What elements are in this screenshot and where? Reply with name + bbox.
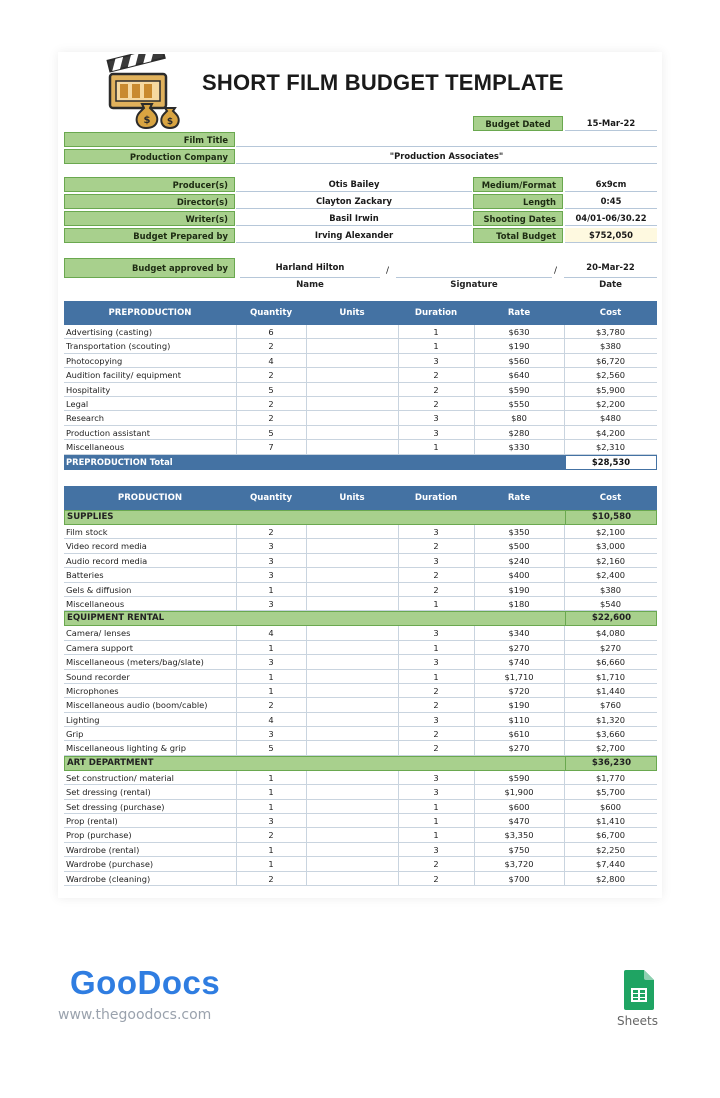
item-name-cell[interactable]: Wardrobe (rental) xyxy=(66,844,140,855)
table-row xyxy=(64,872,657,886)
rate-cell[interactable]: $600 xyxy=(508,801,530,812)
rate-cell[interactable]: $550 xyxy=(508,398,530,409)
item-name-cell[interactable]: Camera/ lenses xyxy=(66,628,131,639)
cost-cell[interactable]: $2,310 xyxy=(595,442,626,453)
cost-cell[interactable]: $270 xyxy=(599,642,622,653)
rate-cell[interactable]: $270 xyxy=(508,743,530,754)
duration-cell[interactable]: 3 xyxy=(433,772,439,783)
duration-cell[interactable]: 2 xyxy=(433,384,439,395)
group-name: ART DEPARTMENT xyxy=(67,757,154,768)
preproduction-table xyxy=(64,301,657,470)
budget-dated-label: Budget Dated xyxy=(473,116,563,131)
writer-value[interactable]: Basil Irwin xyxy=(236,211,472,226)
quantity-cell[interactable]: 2 xyxy=(268,413,274,424)
svg-text:$: $ xyxy=(166,117,174,127)
col-header-cost: Cost xyxy=(599,308,622,318)
column-divider xyxy=(306,641,307,654)
group-header-row xyxy=(64,756,657,771)
table-row xyxy=(64,354,657,368)
item-name-cell[interactable]: Photocopying xyxy=(66,355,123,366)
column-divider xyxy=(306,411,307,424)
duration-cell[interactable]: 1 xyxy=(433,598,439,609)
item-name-cell[interactable]: Camera support xyxy=(66,642,134,653)
item-name-cell[interactable]: Microphones xyxy=(66,685,119,696)
rate-cell[interactable]: $1,710 xyxy=(504,671,534,682)
preproduction-rows xyxy=(64,325,657,455)
duration-cell[interactable]: 3 xyxy=(433,555,439,566)
cost-cell[interactable]: $2,400 xyxy=(595,570,626,581)
quantity-cell[interactable]: 1 xyxy=(268,584,274,595)
rate-cell[interactable]: $340 xyxy=(508,628,530,639)
item-name-cell[interactable]: Wardrobe (purchase) xyxy=(66,859,154,870)
item-name-cell[interactable]: Audition facility/ equipment xyxy=(66,370,182,381)
col-header-quantity: Quantity xyxy=(249,308,293,318)
duration-cell[interactable]: 3 xyxy=(433,844,439,855)
rate-cell[interactable]: $610 xyxy=(508,729,530,740)
quantity-cell[interactable]: 2 xyxy=(268,873,274,884)
item-name-cell[interactable]: Miscellaneous xyxy=(66,598,125,609)
column-divider xyxy=(306,684,307,697)
column-divider xyxy=(306,383,307,396)
column-divider xyxy=(306,440,307,453)
duration-cell[interactable]: 2 xyxy=(433,859,439,870)
cost-cell[interactable]: $7,440 xyxy=(595,859,626,870)
rate-cell[interactable]: $500 xyxy=(508,541,530,552)
col-header-duration: Duration xyxy=(414,308,458,318)
director-label: Director(s) xyxy=(64,194,235,209)
item-name-cell[interactable]: Prop (rental) xyxy=(66,816,118,827)
quantity-cell[interactable]: 5 xyxy=(268,427,274,438)
cost-cell[interactable]: $2,250 xyxy=(595,844,626,855)
column-divider xyxy=(306,397,307,410)
approved-name-value[interactable]: Harland Hilton xyxy=(240,258,380,278)
item-name-cell[interactable]: Miscellaneous audio (boom/cable) xyxy=(66,700,208,711)
cost-cell[interactable]: $1,710 xyxy=(595,671,626,682)
column-divider xyxy=(306,698,307,711)
duration-cell[interactable]: 3 xyxy=(433,657,439,668)
rate-cell[interactable]: $750 xyxy=(508,844,530,855)
item-name-cell[interactable]: Lighting xyxy=(66,714,100,725)
group-name: EQUIPMENT RENTAL xyxy=(67,613,165,624)
table-header xyxy=(64,486,657,510)
cost-cell[interactable]: $1,320 xyxy=(595,714,626,725)
rate-cell[interactable]: $630 xyxy=(508,327,530,337)
column-divider xyxy=(306,583,307,596)
table-row xyxy=(64,411,657,425)
table-row xyxy=(64,713,657,727)
duration-cell[interactable]: 1 xyxy=(433,341,439,352)
column-divider xyxy=(306,828,307,841)
table-row xyxy=(64,397,657,411)
google-sheets-icon xyxy=(624,970,654,1010)
item-name-cell[interactable]: Film stock xyxy=(66,527,108,537)
quantity-cell[interactable]: 1 xyxy=(268,671,274,682)
column-divider xyxy=(306,872,307,885)
cost-cell[interactable]: $2,100 xyxy=(595,527,626,537)
total-label: PREPRODUCTION Total xyxy=(66,456,173,467)
duration-cell[interactable]: 2 xyxy=(433,743,439,754)
cost-cell[interactable]: $3,780 xyxy=(595,327,626,337)
quantity-cell[interactable]: 2 xyxy=(268,527,274,537)
item-name-cell[interactable]: Grip xyxy=(66,729,84,740)
rate-cell[interactable]: $590 xyxy=(508,384,530,395)
duration-cell[interactable]: 1 xyxy=(433,327,439,337)
date-caption: Date xyxy=(599,280,622,290)
production-company-label: Production Company xyxy=(64,149,235,164)
cost-cell[interactable]: $1,770 xyxy=(595,772,626,783)
column-divider xyxy=(306,539,307,552)
website-url[interactable]: www.thegoodocs.com xyxy=(58,1007,212,1023)
table-row xyxy=(64,698,657,712)
col-header-quantity: Quantity xyxy=(249,493,293,503)
table-row xyxy=(64,828,657,842)
column-divider xyxy=(306,626,307,639)
group-name: SUPPLIES xyxy=(67,512,114,522)
table-row xyxy=(64,325,657,339)
rate-cell[interactable]: $400 xyxy=(508,570,530,581)
item-name-cell[interactable]: Legal xyxy=(66,398,89,409)
column-divider xyxy=(306,525,307,538)
duration-cell[interactable]: 3 xyxy=(433,714,439,725)
duration-cell[interactable]: 2 xyxy=(433,729,439,740)
page-title: SHORT FILM BUDGET TEMPLATE xyxy=(202,70,564,95)
quantity-cell[interactable]: 1 xyxy=(268,685,274,696)
column-divider xyxy=(306,771,307,784)
duration-cell[interactable]: 2 xyxy=(433,700,439,711)
table-row xyxy=(64,525,657,539)
duration-cell[interactable]: 3 xyxy=(433,355,439,366)
table-row xyxy=(64,641,657,655)
table-row xyxy=(64,655,657,669)
total-value[interactable]: $28,530 xyxy=(565,455,657,470)
production-company-value[interactable]: "Production Associates" xyxy=(236,149,657,164)
table-row xyxy=(64,785,657,799)
goodocs-logo[interactable]: GooDocs xyxy=(70,964,221,1001)
film-title-label: Film Title xyxy=(64,132,235,147)
item-name-cell[interactable]: Video record media xyxy=(66,541,147,552)
approved-by-label: Budget approved by xyxy=(64,258,235,278)
sheets-label: Sheets xyxy=(617,1014,658,1028)
item-name-cell[interactable]: Gels & diffusion xyxy=(66,584,132,595)
cost-cell[interactable]: $380 xyxy=(599,341,622,352)
duration-cell[interactable]: 1 xyxy=(433,801,439,812)
quantity-cell[interactable]: 1 xyxy=(268,772,274,783)
duration-cell[interactable]: 2 xyxy=(433,398,439,409)
table-row xyxy=(64,597,657,611)
duration-cell[interactable]: 3 xyxy=(433,427,439,438)
cost-cell[interactable]: $380 xyxy=(599,584,622,595)
rate-cell[interactable]: $590 xyxy=(508,772,530,783)
quantity-cell[interactable]: 2 xyxy=(268,700,274,711)
column-divider xyxy=(306,354,307,367)
item-name-cell[interactable]: Set construction/ material xyxy=(66,772,174,783)
column-divider xyxy=(306,727,307,740)
separator-slash: / xyxy=(386,266,390,276)
table-row xyxy=(64,440,657,454)
rate-cell[interactable]: $700 xyxy=(508,873,530,884)
table-row xyxy=(64,741,657,755)
quantity-cell[interactable]: 6 xyxy=(268,327,274,337)
table-row xyxy=(64,368,657,382)
rate-cell[interactable]: $3,350 xyxy=(504,830,534,841)
table-row xyxy=(64,383,657,397)
rate-cell[interactable]: $470 xyxy=(508,816,530,827)
column-divider xyxy=(306,843,307,856)
rate-cell[interactable]: $3,720 xyxy=(504,859,534,870)
length-label: Length xyxy=(473,194,563,209)
item-name-cell[interactable]: Miscellaneous xyxy=(66,442,125,453)
quantity-cell[interactable]: 3 xyxy=(268,541,274,552)
group-header-row xyxy=(64,611,657,626)
cost-cell[interactable]: $1,440 xyxy=(595,685,626,696)
budget-dated-value[interactable]: 15-Mar-22 xyxy=(565,116,657,131)
cost-cell[interactable]: $3,660 xyxy=(595,729,626,740)
column-divider xyxy=(306,554,307,567)
column-divider xyxy=(306,426,307,439)
column-divider xyxy=(306,655,307,668)
rate-cell[interactable]: $280 xyxy=(508,427,530,438)
column-divider xyxy=(306,800,307,813)
quantity-cell[interactable]: 1 xyxy=(268,642,274,653)
rate-cell[interactable]: $80 xyxy=(511,413,527,424)
rate-cell[interactable]: $1,900 xyxy=(504,787,534,798)
duration-cell[interactable]: 2 xyxy=(433,685,439,696)
duration-cell[interactable]: 3 xyxy=(433,628,439,639)
cost-cell[interactable]: $2,200 xyxy=(595,398,626,409)
quantity-cell[interactable]: 1 xyxy=(268,787,274,798)
producer-value[interactable]: Otis Bailey xyxy=(236,177,472,192)
quantity-cell[interactable]: 1 xyxy=(268,859,274,870)
quantity-cell[interactable]: 3 xyxy=(268,555,274,566)
column-divider xyxy=(306,597,307,610)
quantity-cell[interactable]: 2 xyxy=(268,830,274,841)
medium-label: Medium/Format xyxy=(473,177,563,192)
col-header-category: PREPRODUCTION xyxy=(108,308,192,318)
item-name-cell[interactable]: Prop (purchase) xyxy=(66,830,132,841)
quantity-cell[interactable]: 3 xyxy=(268,570,274,581)
item-name-cell[interactable]: Hospitality xyxy=(66,384,111,395)
table-row xyxy=(64,727,657,741)
column-divider xyxy=(306,368,307,381)
film-title-value[interactable] xyxy=(236,132,657,147)
medium-value[interactable]: 6x9cm xyxy=(565,177,657,192)
column-divider xyxy=(306,568,307,581)
approved-date-value[interactable]: 20-Mar-22 xyxy=(564,258,657,278)
col-header-rate: Rate xyxy=(507,308,531,318)
item-name-cell[interactable]: Miscellaneous (meters/bag/slate) xyxy=(66,657,204,668)
quantity-cell[interactable]: 2 xyxy=(268,370,274,381)
rate-cell[interactable]: $180 xyxy=(508,598,530,609)
prepared-by-value[interactable]: Irving Alexander xyxy=(236,228,472,243)
cost-cell[interactable]: $2,700 xyxy=(595,743,626,754)
table-row xyxy=(64,814,657,828)
item-name-cell[interactable]: Advertising (casting) xyxy=(66,327,153,337)
length-value[interactable]: 0:45 xyxy=(565,194,657,209)
name-caption: Name xyxy=(296,280,324,290)
producer-label: Producer(s) xyxy=(64,177,235,192)
table-row xyxy=(64,554,657,568)
col-header-duration: Duration xyxy=(414,493,458,503)
clapperboard-money-icon xyxy=(106,54,186,130)
group-total: $22,600 xyxy=(565,612,657,625)
rate-cell[interactable]: $190 xyxy=(508,700,530,711)
duration-cell[interactable]: 1 xyxy=(433,442,439,453)
item-name-cell[interactable]: Sound recorder xyxy=(66,671,130,682)
quantity-cell[interactable]: 5 xyxy=(268,743,274,754)
cost-cell[interactable]: $2,560 xyxy=(595,370,626,381)
cost-cell[interactable]: $5,900 xyxy=(595,384,626,395)
duration-cell[interactable]: 1 xyxy=(433,816,439,827)
rate-cell[interactable]: $240 xyxy=(508,555,530,566)
item-name-cell[interactable]: Set dressing (purchase) xyxy=(66,801,165,812)
item-name-cell[interactable]: Production assistant xyxy=(66,427,150,438)
duration-cell[interactable]: 1 xyxy=(433,642,439,653)
duration-cell[interactable]: 2 xyxy=(433,584,439,595)
rate-cell[interactable]: $350 xyxy=(508,527,530,537)
column-divider xyxy=(306,713,307,726)
director-value[interactable]: Clayton Zackary xyxy=(236,194,472,209)
rate-cell[interactable]: $560 xyxy=(508,355,530,366)
quantity-cell[interactable]: 3 xyxy=(268,729,274,740)
cost-cell[interactable]: $760 xyxy=(599,700,622,711)
item-name-cell[interactable]: Miscellaneous lighting & grip xyxy=(66,743,187,754)
duration-cell[interactable]: 2 xyxy=(433,541,439,552)
signature-field[interactable] xyxy=(396,258,552,278)
shooting-dates-value[interactable]: 04/01-06/30.22 xyxy=(565,211,657,226)
cost-cell[interactable]: $5,700 xyxy=(595,787,626,798)
cost-cell[interactable]: $4,080 xyxy=(595,628,626,639)
item-name-cell[interactable]: Batteries xyxy=(66,570,104,581)
cost-cell[interactable]: $3,000 xyxy=(595,541,626,552)
duration-cell[interactable]: 1 xyxy=(433,830,439,841)
duration-cell[interactable]: 2 xyxy=(433,873,439,884)
column-divider xyxy=(306,325,307,338)
duration-cell[interactable]: 3 xyxy=(433,527,439,537)
group-total: $10,580 xyxy=(565,511,657,524)
table-row xyxy=(64,843,657,857)
table-header xyxy=(64,301,657,325)
quantity-cell[interactable]: 4 xyxy=(268,355,274,366)
quantity-cell[interactable]: 1 xyxy=(268,801,274,812)
quantity-cell[interactable]: 5 xyxy=(268,384,274,395)
item-name-cell[interactable]: Set dressing (rental) xyxy=(66,787,151,798)
cost-cell[interactable]: $480 xyxy=(599,413,622,424)
quantity-cell[interactable]: 2 xyxy=(268,341,274,352)
quantity-cell[interactable]: 3 xyxy=(268,657,274,668)
duration-cell[interactable]: 2 xyxy=(433,570,439,581)
prepared-by-label: Budget Prepared by xyxy=(64,228,235,243)
column-divider xyxy=(306,741,307,754)
table-row xyxy=(64,568,657,582)
quantity-cell[interactable]: 1 xyxy=(268,844,274,855)
cost-cell[interactable]: $6,700 xyxy=(595,830,626,841)
col-header-rate: Rate xyxy=(507,493,531,503)
quantity-cell[interactable]: 4 xyxy=(268,628,274,639)
table-row xyxy=(64,771,657,785)
rate-cell[interactable]: $190 xyxy=(508,584,530,595)
cost-cell[interactable]: $1,410 xyxy=(595,816,626,827)
rate-cell[interactable]: $270 xyxy=(508,642,530,653)
item-name-cell[interactable]: Transportation (scouting) xyxy=(66,341,171,352)
table-row xyxy=(64,426,657,440)
item-name-cell[interactable]: Audio record media xyxy=(66,555,148,566)
table-row xyxy=(64,339,657,353)
rate-cell[interactable]: $330 xyxy=(508,442,530,453)
cost-cell[interactable]: $2,160 xyxy=(595,555,626,566)
duration-cell[interactable]: 3 xyxy=(433,787,439,798)
quantity-cell[interactable]: 3 xyxy=(268,598,274,609)
table-row xyxy=(64,670,657,684)
total-budget-value[interactable]: $752,050 xyxy=(565,228,657,243)
col-header-units: Units xyxy=(339,493,365,503)
shooting-dates-label: Shooting Dates xyxy=(473,211,563,226)
column-divider xyxy=(306,339,307,352)
group-total: $36,230 xyxy=(565,757,657,770)
rate-cell[interactable]: $740 xyxy=(508,657,530,668)
column-divider xyxy=(306,670,307,683)
cost-cell[interactable]: $2,800 xyxy=(595,873,626,884)
table-row xyxy=(64,800,657,814)
item-name-cell[interactable]: Wardrobe (cleaning) xyxy=(66,873,151,884)
writer-label: Writer(s) xyxy=(64,211,235,226)
production-rows xyxy=(64,510,657,886)
production-table xyxy=(64,486,657,886)
rate-cell[interactable]: $720 xyxy=(508,685,530,696)
duration-cell[interactable]: 3 xyxy=(433,413,439,424)
column-divider xyxy=(306,857,307,870)
column-divider xyxy=(306,814,307,827)
quantity-cell[interactable]: 2 xyxy=(268,398,274,409)
table-row xyxy=(64,857,657,871)
rate-cell[interactable]: $110 xyxy=(508,714,530,725)
quantity-cell[interactable]: 7 xyxy=(268,442,274,453)
col-header-category: PRODUCTION xyxy=(117,493,183,503)
separator-slash: / xyxy=(554,266,558,276)
table-row xyxy=(64,539,657,553)
signature-caption: Signature xyxy=(450,280,498,290)
cost-cell[interactable]: $6,720 xyxy=(595,355,626,366)
col-header-units: Units xyxy=(339,308,365,318)
quantity-cell[interactable]: 3 xyxy=(268,816,274,827)
quantity-cell[interactable]: 4 xyxy=(268,714,274,725)
group-header-row xyxy=(64,510,657,525)
rate-cell[interactable]: $640 xyxy=(508,370,530,381)
duration-cell[interactable]: 1 xyxy=(433,671,439,682)
table-row xyxy=(64,626,657,640)
cost-cell[interactable]: $540 xyxy=(599,598,622,609)
svg-text:$: $ xyxy=(143,115,151,126)
column-divider xyxy=(306,785,307,798)
preproduction-total-row xyxy=(64,455,657,470)
cost-cell[interactable]: $600 xyxy=(599,801,622,812)
total-budget-label: Total Budget xyxy=(473,228,563,243)
rate-cell[interactable]: $190 xyxy=(508,341,530,352)
cost-cell[interactable]: $6,660 xyxy=(595,657,626,668)
cost-cell[interactable]: $4,200 xyxy=(595,427,626,438)
table-row xyxy=(64,583,657,597)
table-row xyxy=(64,684,657,698)
col-header-cost: Cost xyxy=(599,493,622,503)
duration-cell[interactable]: 2 xyxy=(433,370,439,381)
item-name-cell[interactable]: Research xyxy=(66,413,105,424)
